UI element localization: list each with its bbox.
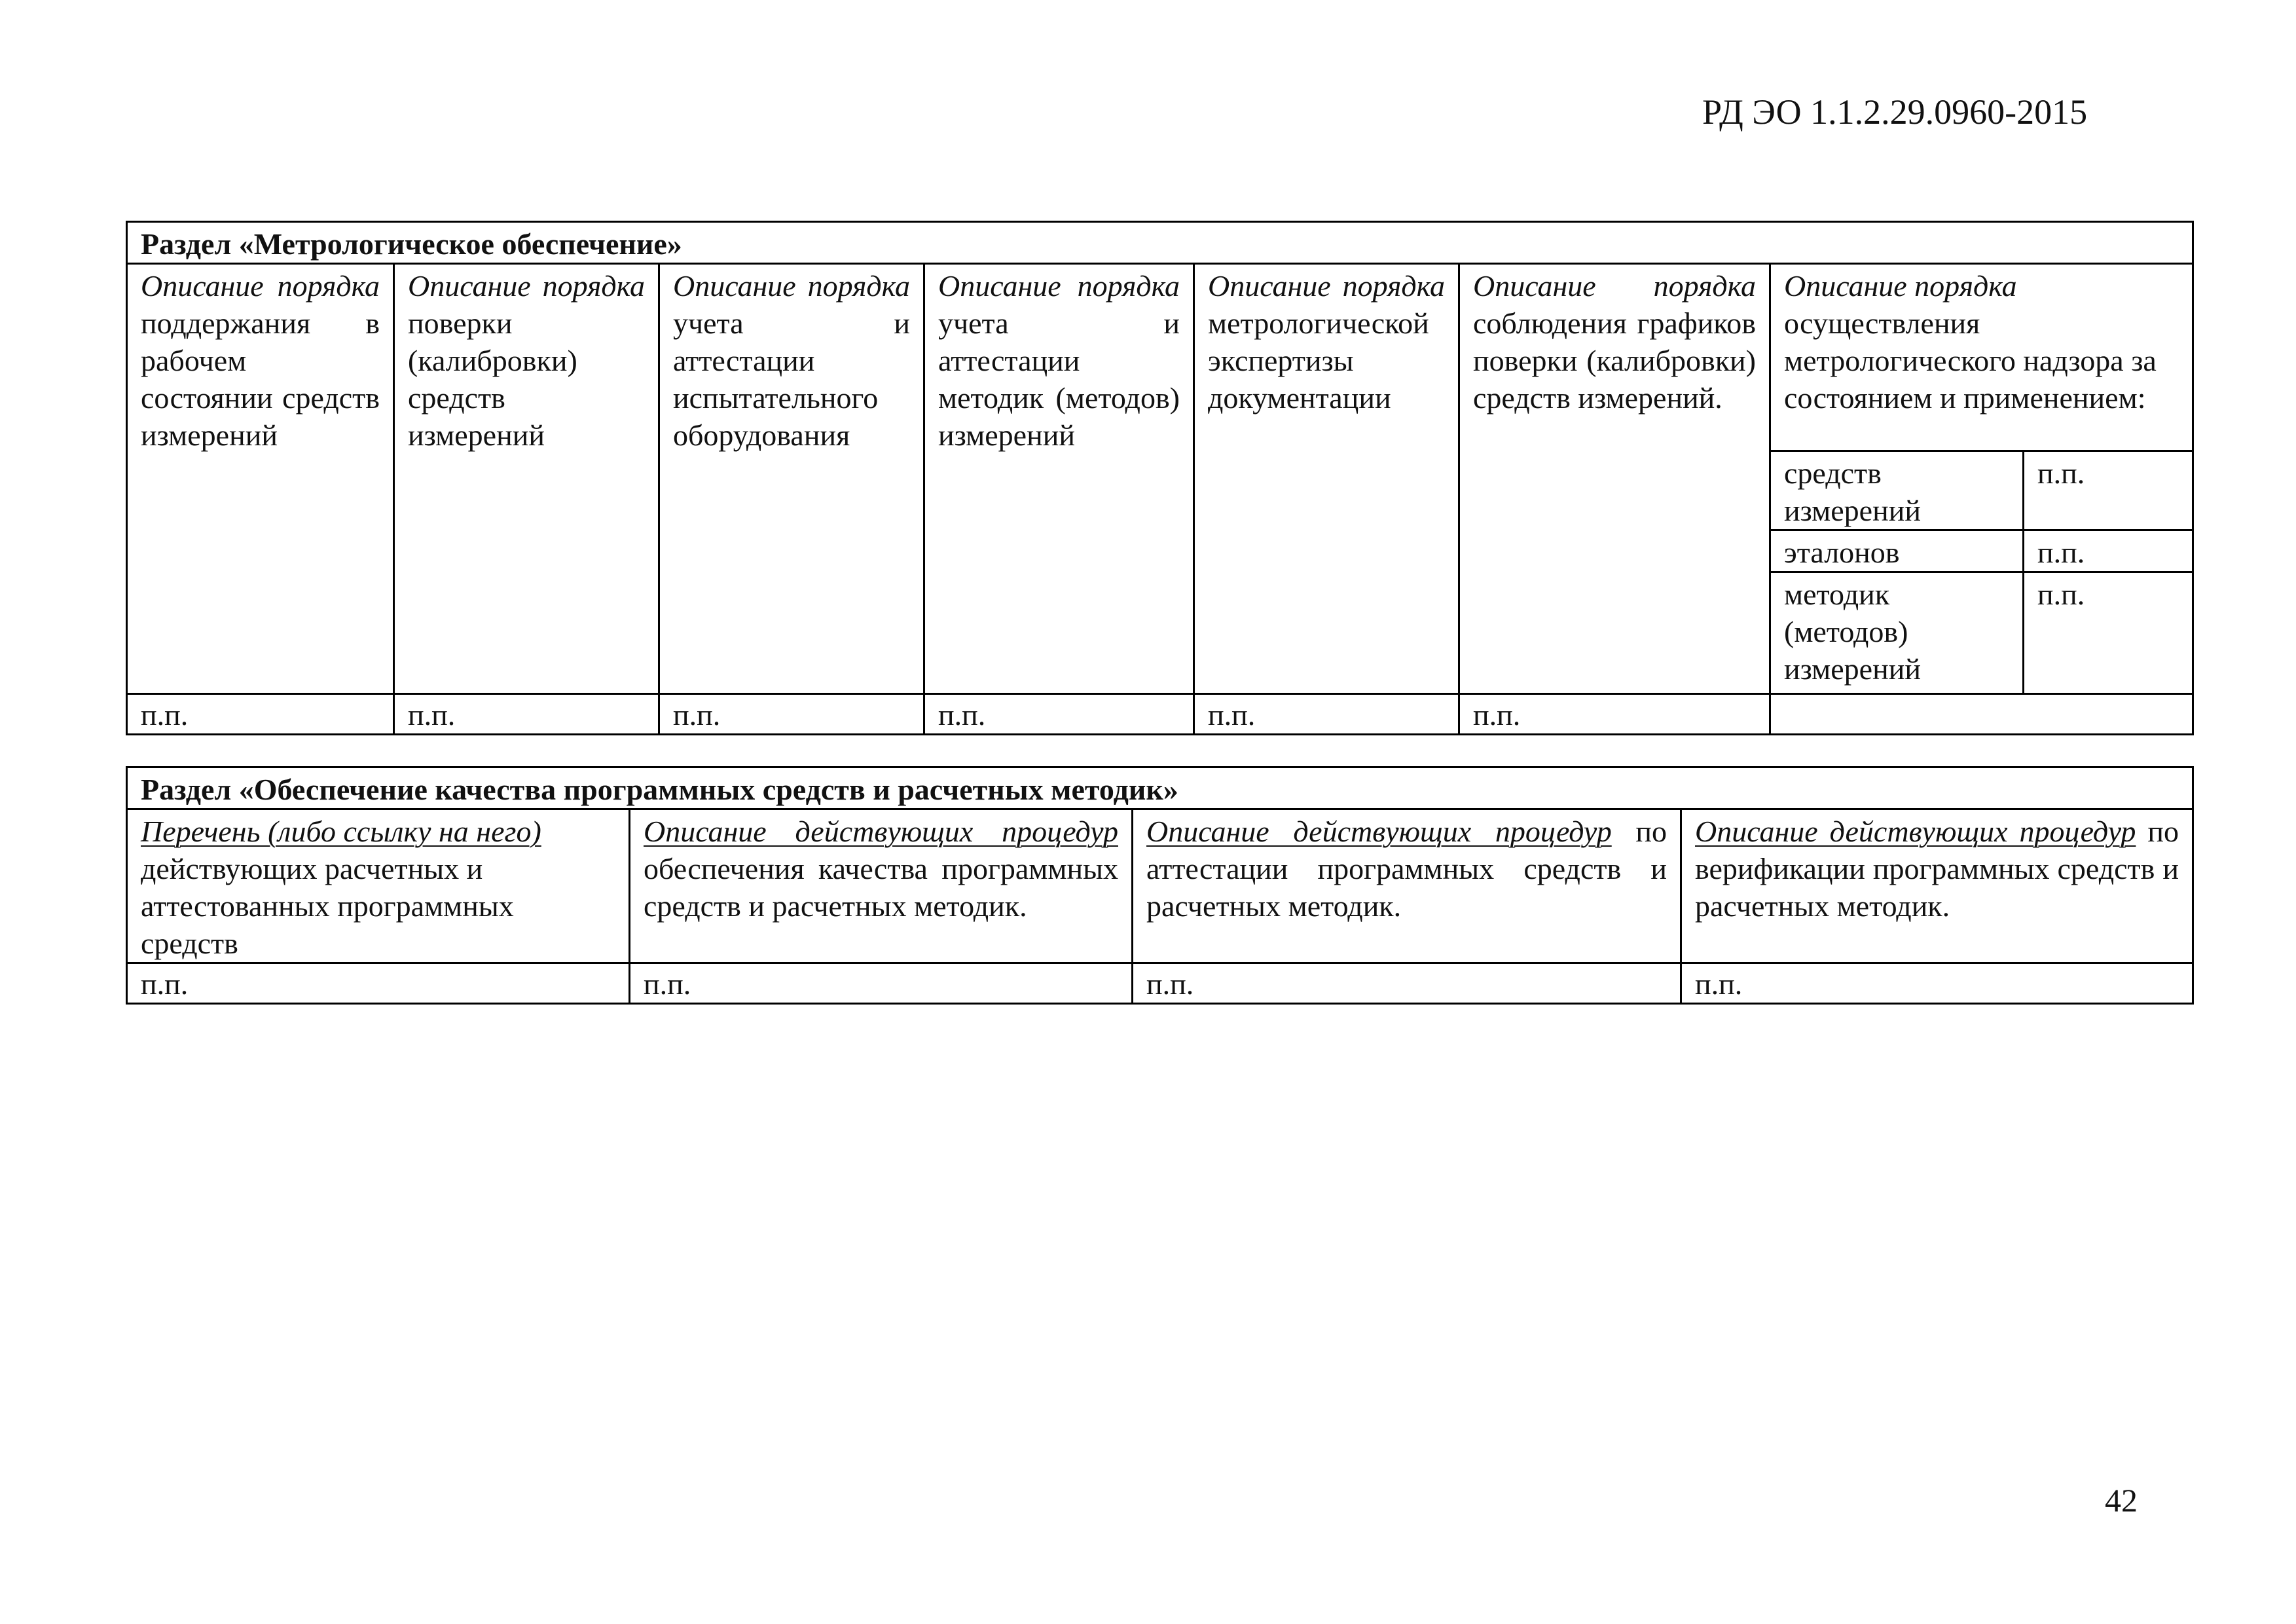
column-heading: Описание действующих процедур [1146, 815, 1612, 848]
column-text: обеспечения качества программных средств и расчетных методик. [644, 852, 1118, 923]
footer-ref: п.п. [630, 963, 1133, 1004]
column-text: поверки (калибровки) средств измерений [408, 306, 577, 452]
column-text: по аттестации программных средств и расчетных методик. [1146, 815, 1667, 923]
column-heading: Описание порядка [938, 269, 1180, 303]
column-schedules [1459, 264, 1770, 694]
subrow-label: эталонов [1770, 530, 2024, 572]
section-title: Раздел «Метрологическое обеспечение» [127, 222, 2193, 264]
column-text: соблюдения графиков поверки (калибровки) средств измерений. [1473, 306, 1756, 415]
footer-ref: п.п. [127, 694, 394, 735]
column-quality-procedures [630, 809, 1133, 963]
footer-ref: п.п. [1459, 694, 1770, 735]
column-text: действующих расчетных и аттестованных программных средств [141, 852, 514, 960]
column-test-equipment [659, 264, 924, 694]
column-heading: Описание порядка [141, 269, 380, 303]
column-expertise [1194, 264, 1459, 694]
section-title: Раздел «Обеспечение качества программных средств и расчетных методик» [127, 767, 2193, 809]
footer-ref: п.п. [924, 694, 1194, 735]
column-heading: Перечень (либо ссылку на него) [141, 815, 541, 848]
column-text: учета и аттестации методик (методов) измерений [938, 306, 1180, 452]
page-number: 42 [2105, 1482, 2138, 1519]
column-verification [394, 264, 659, 694]
column-heading: Описание действующих процедур [1695, 815, 2136, 848]
subrow-label: методик (методов) измерений [1770, 572, 2024, 694]
column-heading: Описание действующих процедур [644, 815, 1118, 848]
column-attestation-procedures [1133, 809, 1681, 963]
subrow-ref: п.п. [2024, 572, 2193, 694]
column-heading: Описание порядка [408, 269, 645, 303]
column-text: осуществления метрологического надзора за состоянием и применением: [1784, 306, 2157, 415]
column-text: учета и аттестации испытательного оборудования [673, 306, 910, 452]
column-heading: Описание порядка [1473, 269, 1756, 303]
subrow-ref: п.п. [2024, 451, 2193, 530]
footer-ref: п.п. [127, 963, 630, 1004]
column-methods [924, 264, 1194, 694]
column-maintenance [127, 264, 394, 694]
footer-ref: п.п. [394, 694, 659, 735]
column-supervision [1770, 264, 2193, 451]
document-code: РД ЭО 1.1.2.29.0960-2015 [1702, 92, 2088, 132]
subrow-label: средств измерений [1770, 451, 2024, 530]
footer-ref [1770, 694, 2193, 735]
column-heading: Описание порядка [1208, 269, 1445, 303]
software-quality-section-table [126, 766, 2194, 1005]
metrology-section-table [126, 221, 2194, 735]
column-verification-procedures [1681, 809, 2193, 963]
footer-ref: п.п. [1194, 694, 1459, 735]
column-text: поддержания в рабочем состоянии средств измерений [141, 306, 380, 452]
footer-ref: п.п. [1133, 963, 1681, 1004]
column-heading: Описание порядка [1784, 269, 2017, 303]
column-text: по верификации программных средств и расчетных методик. [1695, 815, 2179, 923]
column-text: метрологической экспертизы документации [1208, 306, 1429, 415]
subrow-ref: п.п. [2024, 530, 2193, 572]
footer-ref: п.п. [1681, 963, 2193, 1004]
footer-ref: п.п. [659, 694, 924, 735]
column-heading: Описание порядка [673, 269, 910, 303]
column-list [127, 809, 630, 963]
